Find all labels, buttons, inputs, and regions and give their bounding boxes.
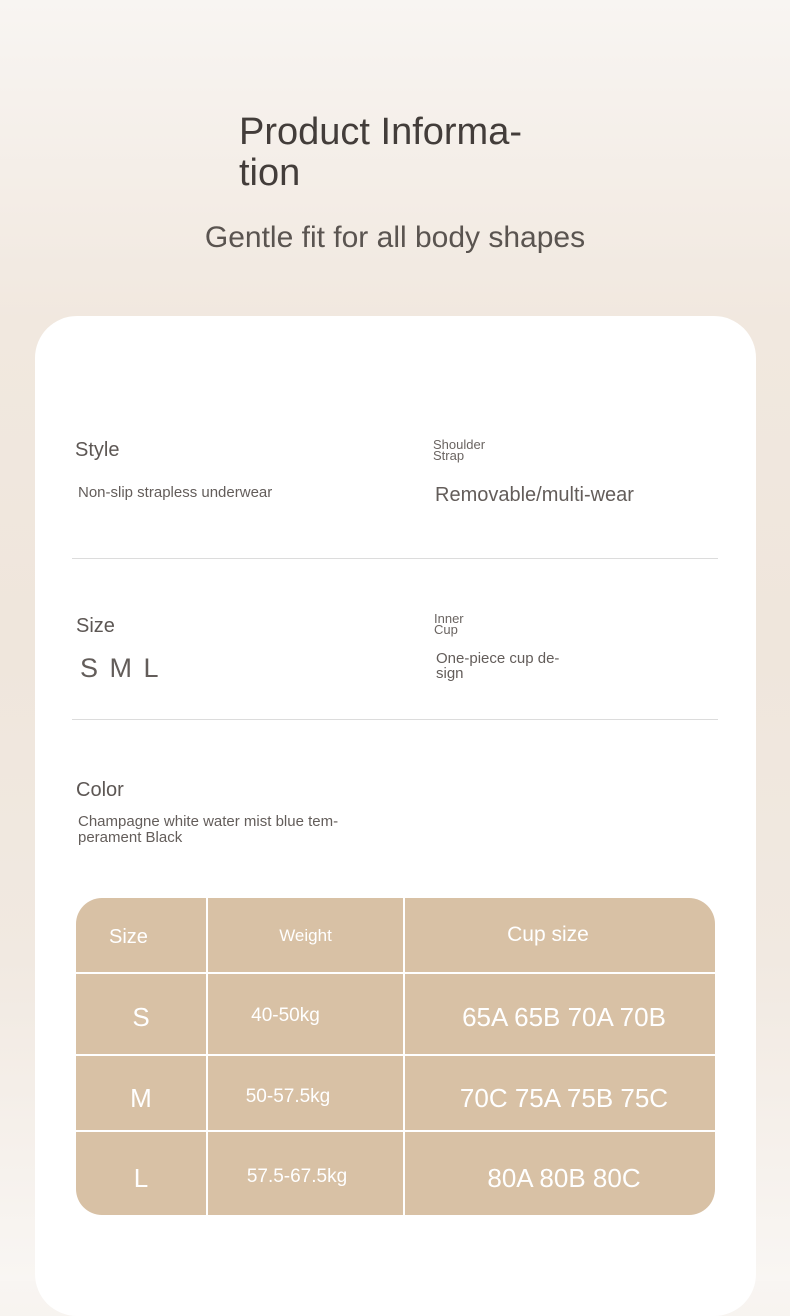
- header-weight: Weight: [279, 926, 332, 945]
- style-value: Non-slip strapless underwear: [78, 484, 273, 501]
- table-cell-size: S: [132, 1002, 150, 1032]
- cup-label: Inner Cup: [434, 611, 464, 637]
- cup-value: One-piece cup de- sign: [436, 650, 560, 682]
- table-cell-cup: 70C 75A 75B 75C: [459, 1083, 669, 1113]
- row-divider: [76, 972, 715, 974]
- page-title: Product Informa- tion: [239, 111, 522, 194]
- strap-value: Removable/multi-wear: [435, 484, 634, 506]
- page-subtitle: Gentle fit for all body shapes: [204, 221, 586, 254]
- size-value: S M L: [80, 653, 161, 683]
- size-chart-table: [76, 898, 715, 1215]
- table-cell-size: L: [133, 1163, 149, 1193]
- header-cup-size: Cup size: [507, 923, 589, 946]
- table-cell-size: M: [130, 1083, 152, 1113]
- divider-1: [72, 558, 718, 559]
- style-label: Style: [75, 439, 120, 461]
- color-value: Champagne white water mist blue tem- perament Black: [78, 813, 339, 846]
- strap-label: Shoulder Strap: [433, 437, 486, 463]
- table-cell-cup: 80A 80B 80C: [487, 1163, 641, 1193]
- table-cell-weight: 57.5-67.5kg: [246, 1166, 348, 1187]
- table-cell-cup: 65A 65B 70A 70B: [462, 1002, 666, 1032]
- table-cell-weight: 40-50kg: [251, 1005, 320, 1026]
- header-size: Size: [109, 926, 148, 948]
- row-divider: [76, 1054, 715, 1056]
- table-cell-weight: 50-57.5kg: [245, 1086, 331, 1107]
- size-label: Size: [76, 615, 115, 637]
- divider-2: [72, 719, 718, 720]
- row-divider: [76, 1130, 715, 1132]
- color-label: Color: [76, 779, 124, 801]
